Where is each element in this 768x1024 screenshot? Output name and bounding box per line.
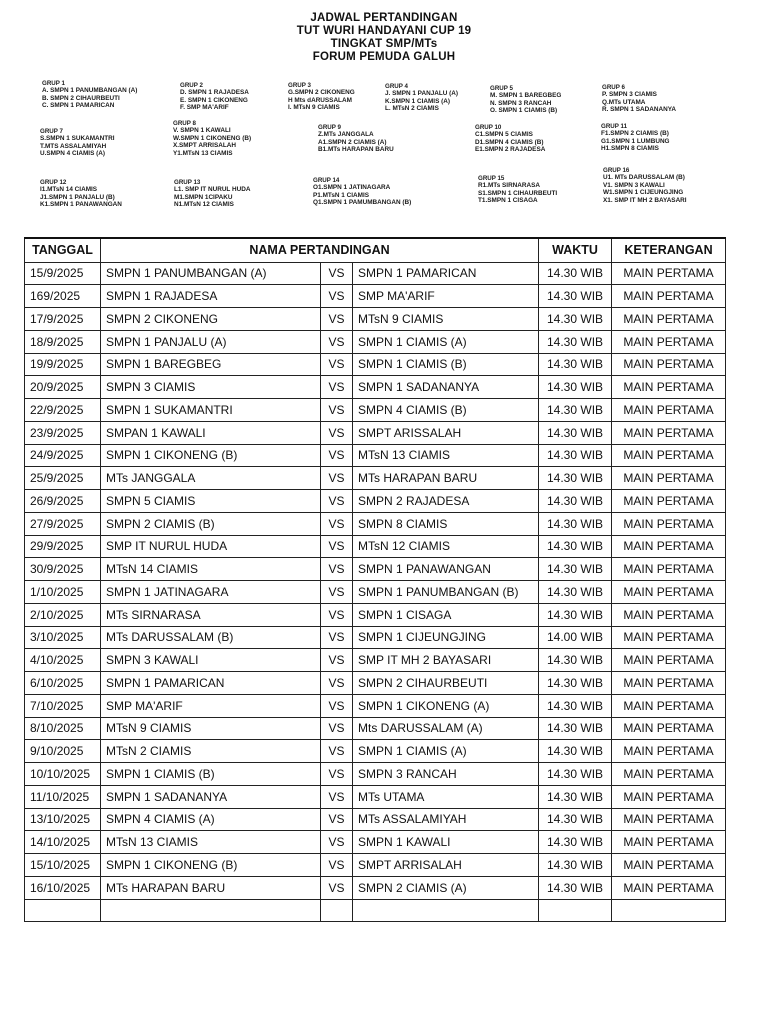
home-team: SMPN 1 PAMARICAN [101, 672, 321, 695]
group-6 [602, 84, 676, 114]
group-team: F. SMP MA'ARIF [180, 104, 229, 112]
group-name: GRUP 4 [385, 83, 408, 90]
away-team: SMPN 3 RANCAH [353, 763, 539, 786]
away-team: MTs ASSALAMIYAH [353, 808, 539, 831]
group-15 [478, 175, 557, 205]
home-team: MTsN 9 CIAMIS [101, 717, 321, 740]
header-note: KETERANGAN [612, 238, 726, 262]
vs-label: VS [321, 353, 353, 376]
match-note: MAIN PERTAMA [612, 330, 726, 353]
table-row [25, 558, 726, 581]
match-time: 14.00 WIB [539, 626, 612, 649]
match-note: MAIN PERTAMA [612, 717, 726, 740]
home-team: MTsN 2 CIAMIS [101, 740, 321, 763]
group-team: H1.SMPN 8 CIAMIS [601, 145, 659, 153]
home-team: MTsN 14 CIAMIS [101, 558, 321, 581]
match-time: 14.30 WIB [539, 262, 612, 285]
home-team: MTs DARUSSALAM (B) [101, 626, 321, 649]
home-team: SMPN 4 CIAMIS (A) [101, 808, 321, 831]
match-date: 1/10/2025 [25, 581, 101, 604]
group-13 [174, 179, 250, 209]
header-time: WAKTU [539, 238, 612, 262]
table-row [25, 785, 726, 808]
group-name: GRUP 16 [603, 167, 630, 174]
group-1 [42, 80, 137, 110]
group-team: E. SMPN 1 CIKONENG [180, 96, 248, 104]
vs-label: VS [321, 694, 353, 717]
group-team: P. SMPN 3 CIAMIS [602, 91, 657, 99]
group-team: H Mts dARUSSALAM [288, 96, 352, 104]
group-name: GRUP 14 [313, 177, 340, 184]
group-team: L1. SMP IT NURUL HUDA [174, 186, 251, 194]
table-row [25, 376, 726, 399]
match-note: MAIN PERTAMA [612, 285, 726, 308]
away-team: SMPN 1 PAMARICAN [353, 262, 539, 285]
vs-label: VS [321, 831, 353, 854]
match-date: 24/9/2025 [25, 444, 101, 467]
away-team: SMPT ARRISALAH [353, 854, 539, 877]
group-team: D1.SMPN 4 CIAMIS (B) [475, 138, 544, 146]
match-time: 14.30 WIB [539, 581, 612, 604]
vs-label: VS [321, 535, 353, 558]
table-row [25, 421, 726, 444]
match-note: MAIN PERTAMA [612, 672, 726, 695]
away-team: SMPN 8 CIAMIS [353, 512, 539, 535]
group-name: GRUP 12 [40, 179, 67, 186]
vs-label: VS [321, 444, 353, 467]
home-team: SMPN 1 CIKONENG (B) [101, 444, 321, 467]
away-team: SMPN 1 CIKONENG (A) [353, 694, 539, 717]
match-note: MAIN PERTAMA [612, 376, 726, 399]
table-header-row [25, 238, 726, 262]
vs-label: VS [321, 581, 353, 604]
group-team: R1.MTs SIRNARASA [478, 182, 541, 190]
vs-label: VS [321, 262, 353, 285]
away-team: SMP MA'ARIF [353, 285, 539, 308]
group-team: P1.MTsN 1 CIAMIS [313, 191, 369, 199]
away-team: SMPN 1 CIAMIS (B) [353, 353, 539, 376]
match-date: 29/9/2025 [25, 535, 101, 558]
match-time: 14.30 WIB [539, 672, 612, 695]
group-name: GRUP 3 [288, 82, 311, 89]
match-time: 14.30 WIB [539, 876, 612, 899]
group-team: Q.MTs UTAMA [602, 98, 646, 106]
home-team: SMPN 1 RAJADESA [101, 285, 321, 308]
schedule-table [24, 237, 726, 922]
vs-label: VS [321, 467, 353, 490]
document-title [0, 12, 768, 64]
group-name: GRUP 7 [40, 128, 63, 135]
group-4 [385, 83, 458, 113]
table-row [25, 808, 726, 831]
group-team: I1.MTsN 14 CIAMIS [40, 186, 98, 194]
group-team: S1.SMPN 1 CIHAURBEUTI [478, 189, 558, 197]
match-note: MAIN PERTAMA [612, 581, 726, 604]
group-team: C1.SMPN 5 CIAMIS [475, 131, 533, 139]
home-team: SMPN 1 CIAMIS (B) [101, 763, 321, 786]
group-team: J1.SMPN 1 PANJALU (B) [40, 193, 115, 201]
table-row [25, 672, 726, 695]
match-note: MAIN PERTAMA [612, 854, 726, 877]
vs-label: VS [321, 376, 353, 399]
table-row [25, 626, 726, 649]
vs-label: VS [321, 649, 353, 672]
group-team: T1.SMPN 1 CISAGA [478, 197, 538, 205]
group-team: D. SMPN 1 RAJADESA [180, 89, 249, 97]
group-10 [475, 124, 545, 154]
match-date: 15/9/2025 [25, 262, 101, 285]
match-time: 14.30 WIB [539, 285, 612, 308]
group-name: GRUP 6 [602, 84, 625, 91]
away-team: SMP IT MH 2 BAYASARI [353, 649, 539, 672]
table-row [25, 876, 726, 899]
match-time: 14.30 WIB [539, 467, 612, 490]
match-time: 14.30 WIB [539, 558, 612, 581]
away-team: SMPN 1 CIAMIS (A) [353, 330, 539, 353]
group-12 [40, 179, 122, 209]
match-date: 6/10/2025 [25, 672, 101, 695]
match-time: 14.30 WIB [539, 831, 612, 854]
match-time: 14.30 WIB [539, 399, 612, 422]
match-time: 14.30 WIB [539, 694, 612, 717]
match-date: 8/10/2025 [25, 717, 101, 740]
empty-cell [321, 899, 353, 922]
home-team: SMPN 5 CIAMIS [101, 490, 321, 513]
home-team: SMP IT NURUL HUDA [101, 535, 321, 558]
away-team: Mts DARUSSALAM (A) [353, 717, 539, 740]
match-date: 16/10/2025 [25, 876, 101, 899]
vs-label: VS [321, 740, 353, 763]
match-time: 14.30 WIB [539, 603, 612, 626]
group-team: I. MTsN 9 CIAMIS [288, 104, 340, 112]
match-date: 169/2025 [25, 285, 101, 308]
match-note: MAIN PERTAMA [612, 353, 726, 376]
match-date: 18/9/2025 [25, 330, 101, 353]
match-date: 26/9/2025 [25, 490, 101, 513]
group-team: N1.MTsN 12 CIAMIS [174, 201, 234, 209]
header-date: TANGGAL [25, 238, 101, 262]
away-team: SMPN 1 KAWALI [353, 831, 539, 854]
match-note: MAIN PERTAMA [612, 808, 726, 831]
match-date: 10/10/2025 [25, 763, 101, 786]
away-team: SMPN 4 CIAMIS (B) [353, 399, 539, 422]
title-line-3: TINGKAT SMP/MTs [330, 38, 438, 50]
match-date: 14/10/2025 [25, 831, 101, 854]
match-time: 14.30 WIB [539, 740, 612, 763]
table-row [25, 444, 726, 467]
empty-cell [353, 899, 539, 922]
match-time: 14.30 WIB [539, 763, 612, 786]
match-date: 27/9/2025 [25, 512, 101, 535]
home-team: MTsN 13 CIAMIS [101, 831, 321, 854]
table-row [25, 285, 726, 308]
group-team: M1.SMPN 1CIPAKU [174, 193, 233, 201]
match-date: 13/10/2025 [25, 808, 101, 831]
match-note: MAIN PERTAMA [612, 626, 726, 649]
home-team: MTs JANGGALA [101, 467, 321, 490]
vs-label: VS [321, 603, 353, 626]
home-team: SMPN 1 SUKAMANTRI [101, 399, 321, 422]
home-team: SMPN 3 CIAMIS [101, 376, 321, 399]
vs-label: VS [321, 876, 353, 899]
group-team: X.SMPT ARRISALAH [173, 142, 236, 150]
group-team: G.SMPN 2 CIKONENG [288, 89, 355, 97]
group-team: T.MTS ASSALAMIYAH [40, 142, 107, 150]
match-date: 30/9/2025 [25, 558, 101, 581]
match-note: MAIN PERTAMA [612, 558, 726, 581]
home-team: SMPN 1 PANUMBANGAN (A) [101, 262, 321, 285]
group-team: E1.SMPN 2 RAJADESA [475, 146, 546, 154]
match-note: MAIN PERTAMA [612, 262, 726, 285]
empty-cell [101, 899, 321, 922]
table-row [25, 490, 726, 513]
match-note: MAIN PERTAMA [612, 308, 726, 331]
match-note: MAIN PERTAMA [612, 785, 726, 808]
group-name: GRUP 11 [601, 123, 628, 130]
table-row [25, 353, 726, 376]
group-name: GRUP 9 [318, 124, 341, 131]
group-name: GRUP 10 [475, 124, 502, 131]
home-team: SMPN 2 CIKONENG [101, 308, 321, 331]
table-row [25, 831, 726, 854]
empty-cell [539, 899, 612, 922]
match-time: 14.30 WIB [539, 854, 612, 877]
match-note: MAIN PERTAMA [612, 535, 726, 558]
match-note: MAIN PERTAMA [612, 876, 726, 899]
group-team: S.SMPN 1 SUKAMANTRI [40, 135, 115, 143]
match-note: MAIN PERTAMA [612, 399, 726, 422]
group-team: J. SMPN 1 PANJALU (A) [385, 90, 459, 98]
match-date: 22/9/2025 [25, 399, 101, 422]
vs-label: VS [321, 717, 353, 740]
group-8 [173, 120, 251, 157]
group-5 [490, 85, 561, 115]
group-team: K1.SMPN 1 PANAWANGAN [40, 201, 122, 209]
group-team: L. MTsN 2 CIAMIS [385, 105, 439, 113]
table-row [25, 603, 726, 626]
vs-label: VS [321, 490, 353, 513]
away-team: MTs HARAPAN BARU [353, 467, 539, 490]
empty-cell [25, 899, 101, 922]
title-line-2: TUT WURI HANDAYANI CUP 19 [296, 25, 472, 37]
away-team: MTsN 12 CIAMIS [353, 535, 539, 558]
group-team: W1.SMPN 1 CIJEUNGJING [603, 189, 684, 197]
schedule-body [25, 262, 726, 922]
table-row [25, 854, 726, 877]
group-name: GRUP 5 [490, 85, 513, 92]
match-date: 19/9/2025 [25, 353, 101, 376]
match-date: 15/10/2025 [25, 854, 101, 877]
group-team: C. SMPN 1 PAMARICAN [42, 102, 115, 110]
group-team: K.SMPN 1 CIAMIS (A) [385, 97, 450, 105]
match-note: MAIN PERTAMA [612, 467, 726, 490]
away-team: SMPN 1 CIAMIS (A) [353, 740, 539, 763]
table-row [25, 262, 726, 285]
match-note: MAIN PERTAMA [612, 740, 726, 763]
vs-label: VS [321, 626, 353, 649]
match-date: 2/10/2025 [25, 603, 101, 626]
away-team: SMPN 1 CISAGA [353, 603, 539, 626]
table-row [25, 740, 726, 763]
title-line-1: JADWAL PERTANDINGAN [310, 12, 458, 24]
vs-label: VS [321, 285, 353, 308]
group-9 [318, 124, 394, 154]
group-team: V. SMPN 1 KAWALI [173, 127, 231, 135]
away-team: SMPN 2 CIAMIS (A) [353, 876, 539, 899]
group-team: B. SMPN 2 CIHAURBEUTI [42, 94, 120, 102]
group-name: GRUP 8 [173, 120, 196, 127]
away-team: SMPN 1 PANUMBANGAN (B) [353, 581, 539, 604]
table-row [25, 649, 726, 672]
match-note: MAIN PERTAMA [612, 444, 726, 467]
away-team: MTsN 13 CIAMIS [353, 444, 539, 467]
group-team: Q1.SMPN 1 PAMUMBANGAN (B) [313, 199, 412, 207]
vs-label: VS [321, 558, 353, 581]
header-match: NAMA PERTANDINGAN [101, 238, 539, 262]
vs-label: VS [321, 854, 353, 877]
away-team: MTsN 9 CIAMIS [353, 308, 539, 331]
match-note: MAIN PERTAMA [612, 603, 726, 626]
table-row [25, 512, 726, 535]
match-date: 7/10/2025 [25, 694, 101, 717]
empty-row [25, 899, 726, 922]
away-team: SMPN 2 CIHAURBEUTI [353, 672, 539, 695]
away-team: SMPN 2 RAJADESA [353, 490, 539, 513]
home-team: SMPN 1 PANJALU (A) [101, 330, 321, 353]
match-date: 11/10/2025 [25, 785, 101, 808]
group-name: GRUP 15 [478, 175, 505, 182]
match-note: MAIN PERTAMA [612, 490, 726, 513]
match-note: MAIN PERTAMA [612, 831, 726, 854]
match-time: 14.30 WIB [539, 785, 612, 808]
match-time: 14.30 WIB [539, 512, 612, 535]
match-note: MAIN PERTAMA [612, 421, 726, 444]
vs-label: VS [321, 308, 353, 331]
table-row [25, 694, 726, 717]
away-team: SMPN 1 PANAWANGAN [353, 558, 539, 581]
match-time: 14.30 WIB [539, 421, 612, 444]
empty-cell [612, 899, 726, 922]
group-team: Y1.MTsN 13 CIAMIS [173, 149, 233, 157]
vs-label: VS [321, 512, 353, 535]
group-team: O. SMPN 1 CIAMIS (B) [490, 107, 558, 115]
group-name: GRUP 13 [174, 179, 201, 186]
away-team: SMPT ARISSALAH [353, 421, 539, 444]
match-date: 25/9/2025 [25, 467, 101, 490]
table-row [25, 535, 726, 558]
home-team: SMPN 1 BAREGBEG [101, 353, 321, 376]
group-16 [603, 167, 687, 204]
group-name: GRUP 2 [180, 82, 203, 89]
table-row [25, 467, 726, 490]
group-team: G1.SMPN 1 LUMBUNG [601, 137, 670, 145]
match-date: 17/9/2025 [25, 308, 101, 331]
group-team: R. SMPN 1 SADANANYA [602, 106, 676, 114]
group-7 [40, 128, 115, 158]
group-team: X1. SMP IT MH 2 BAYASARI [603, 196, 687, 204]
vs-label: VS [321, 421, 353, 444]
match-note: MAIN PERTAMA [612, 649, 726, 672]
group-3 [288, 82, 355, 112]
group-team: A. SMPN 1 PANUMBANGAN (A) [42, 87, 138, 95]
match-date: 4/10/2025 [25, 649, 101, 672]
table-row [25, 330, 726, 353]
home-team: SMPAN 1 KAWALI [101, 421, 321, 444]
table-row [25, 763, 726, 786]
group-team: B1.MTs HARAPAN BARU [318, 146, 394, 154]
match-time: 14.30 WIB [539, 490, 612, 513]
group-team: Z.MTs JANGGALA [318, 131, 374, 139]
home-team: SMPN 3 KAWALI [101, 649, 321, 672]
table-row [25, 399, 726, 422]
home-team: MTs HARAPAN BARU [101, 876, 321, 899]
group-team: U.SMPN 4 CIAMIS (A) [40, 150, 105, 158]
match-date: 3/10/2025 [25, 626, 101, 649]
group-team: N. SMPN 3 RANCAH [490, 99, 552, 107]
table-row [25, 308, 726, 331]
group-team: U1. MTs DARUSSALAM (B) [603, 174, 685, 182]
home-team: MTs SIRNARASA [101, 603, 321, 626]
group-team: F1.SMPN 2 CIAMIS (B) [601, 130, 669, 138]
vs-label: VS [321, 672, 353, 695]
match-date: 23/9/2025 [25, 421, 101, 444]
home-team: SMP MA'ARIF [101, 694, 321, 717]
vs-label: VS [321, 808, 353, 831]
match-date: 9/10/2025 [25, 740, 101, 763]
match-time: 14.30 WIB [539, 717, 612, 740]
group-team: M. SMPN 1 BAREGBEG [490, 92, 562, 100]
home-team: SMPN 1 SADANANYA [101, 785, 321, 808]
group-name: GRUP 1 [42, 80, 65, 87]
match-time: 14.30 WIB [539, 308, 612, 331]
match-time: 14.30 WIB [539, 444, 612, 467]
vs-label: VS [321, 785, 353, 808]
match-date: 20/9/2025 [25, 376, 101, 399]
group-team: V1. SMPN 3 KAWALI [603, 181, 665, 189]
away-team: MTs UTAMA [353, 785, 539, 808]
match-time: 14.30 WIB [539, 353, 612, 376]
vs-label: VS [321, 763, 353, 786]
match-time: 14.30 WIB [539, 649, 612, 672]
match-time: 14.30 WIB [539, 330, 612, 353]
group-team: O1.SMPN 1 JATINAGARA [313, 184, 391, 192]
match-time: 14.30 WIB [539, 376, 612, 399]
away-team: SMPN 1 SADANANYA [353, 376, 539, 399]
match-note: MAIN PERTAMA [612, 763, 726, 786]
table-row [25, 717, 726, 740]
match-time: 14.30 WIB [539, 535, 612, 558]
vs-label: VS [321, 330, 353, 353]
title-line-4: FORUM PEMUDA GALUH [312, 51, 456, 63]
match-time: 14.30 WIB [539, 808, 612, 831]
group-team: W.SMPN 1 CIKONENG (B) [173, 134, 252, 142]
home-team: SMPN 1 JATINAGARA [101, 581, 321, 604]
home-team: SMPN 1 CIKONENG (B) [101, 854, 321, 877]
table-row [25, 581, 726, 604]
group-team: A1.SMPN 2 CIAMIS (A) [318, 138, 387, 146]
match-note: MAIN PERTAMA [612, 694, 726, 717]
group-11 [601, 123, 670, 153]
group-2 [180, 82, 249, 112]
match-note: MAIN PERTAMA [612, 512, 726, 535]
group-14 [313, 177, 411, 207]
away-team: SMPN 1 CIJEUNGJING [353, 626, 539, 649]
vs-label: VS [321, 399, 353, 422]
home-team: SMPN 2 CIAMIS (B) [101, 512, 321, 535]
